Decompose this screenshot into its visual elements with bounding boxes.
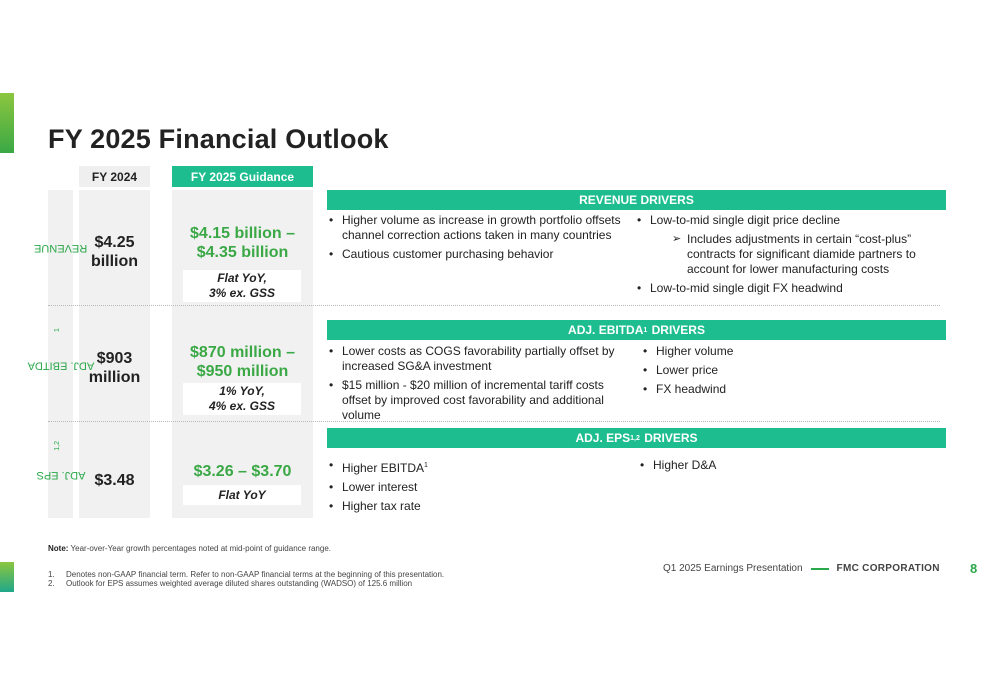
- footer-branding: [663, 563, 940, 574]
- row-label-adj-ebitda: ADJ. EBITDA$^1$: [27, 328, 95, 372]
- fy2024-revenue-value: $4.25 billion: [90, 234, 139, 270]
- row-label-revenue: REVENUE: [33, 241, 88, 254]
- fy2024-adj-ebitda-value: $903 million: [88, 350, 141, 386]
- list-item: • Lower costs as COGS favorability partially offset by increased SG&A investment: [327, 344, 632, 374]
- revenue-drivers-header: REVENUE DRIVERS: [327, 190, 946, 210]
- adj-ebitda-drivers-right-list: [641, 344, 921, 401]
- company-name: FMC CORPORATION: [836, 563, 940, 574]
- list-item: • Higher EBITDA$^1$: [327, 458, 617, 476]
- row-label-adj-eps: ADJ. EPS$^{1,2}$: [36, 440, 86, 481]
- adj-ebitda-growth-note: 1% YoY, 4% ex. GSS: [183, 383, 301, 415]
- revenue-growth-note: Flat YoY, 3% ex. GSS: [183, 270, 301, 302]
- footer-divider: [811, 568, 829, 570]
- footnote-note: Note: Year-over-Year growth percentages noted at mid-point of guidance range.: [48, 544, 331, 553]
- row-divider: [48, 305, 940, 306]
- page-number: 8: [970, 561, 978, 576]
- list-item: • Higher volume as increase in growth portfolio offsets channel correction actions taken in many countries: [327, 213, 627, 243]
- list-item: • Low-to-mid single digit FX headwind: [635, 281, 935, 296]
- list-item: • Higher volume: [641, 344, 921, 359]
- column-header-fy2025-guidance: FY 2025 Guidance: [172, 166, 313, 187]
- revenue-drivers-left-list: [327, 213, 627, 266]
- adj-ebitda-drivers-left-list: [327, 344, 632, 427]
- fy2025-adj-eps-guidance: $3.26 – $3.70: [193, 463, 292, 480]
- adj-eps-drivers-right-list: [638, 458, 918, 477]
- adj-eps-drivers-left-list: [327, 458, 617, 518]
- column-header-fy2024: FY 2024: [79, 166, 150, 187]
- accent-bar-bottom: [0, 562, 14, 592]
- list-item: • Higher D&A: [638, 458, 918, 473]
- footnote-item: 2. Outlook for EPS assumes weighted average diluted shares outstanding (WADSO) of 125.6 million: [48, 579, 413, 588]
- fy2025-revenue-guidance: $4.15 billion – $4.35 billion: [190, 225, 295, 261]
- fy2025-adj-ebitda-guidance: $870 million – $950 million: [190, 344, 295, 380]
- list-subitem: ➢ Includes adjustments in certain “cost-plus” contracts for significant diamide partners to account for lower manufacturing costs: [635, 232, 935, 277]
- adj-eps-drivers-header: ADJ. EPS 1,2 DRIVERS: [327, 428, 946, 448]
- footnotes: [48, 570, 444, 588]
- adj-ebitda-drivers-header: ADJ. EBITDA 1 DRIVERS: [327, 320, 946, 340]
- list-item: • Low-to-mid single digit price decline: [635, 213, 935, 228]
- adj-eps-growth-note: Flat YoY: [183, 485, 301, 505]
- list-item: • Higher tax rate: [327, 499, 617, 514]
- list-item: • FX headwind: [641, 382, 921, 397]
- list-item: • Lower price: [641, 363, 921, 378]
- presentation-name: Q1 2025 Earnings Presentation: [663, 563, 803, 574]
- fy2024-adj-eps-value: $3.48: [94, 472, 135, 489]
- list-item: • $15 million - $20 million of incremental tariff costs offset by improved cost favorability and additional volume: [327, 378, 632, 423]
- accent-bar-top: [0, 93, 14, 153]
- list-item: • Lower interest: [327, 480, 617, 495]
- revenue-drivers-right-list: [635, 213, 935, 300]
- page-title: FY 2025 Financial Outlook: [48, 124, 389, 154]
- list-item: • Cautious customer purchasing behavior: [327, 247, 627, 262]
- footnote-item: 1. Denotes non-GAAP financial term. Refer to non-GAAP financial terms at the beginning of this presentation.: [48, 570, 445, 579]
